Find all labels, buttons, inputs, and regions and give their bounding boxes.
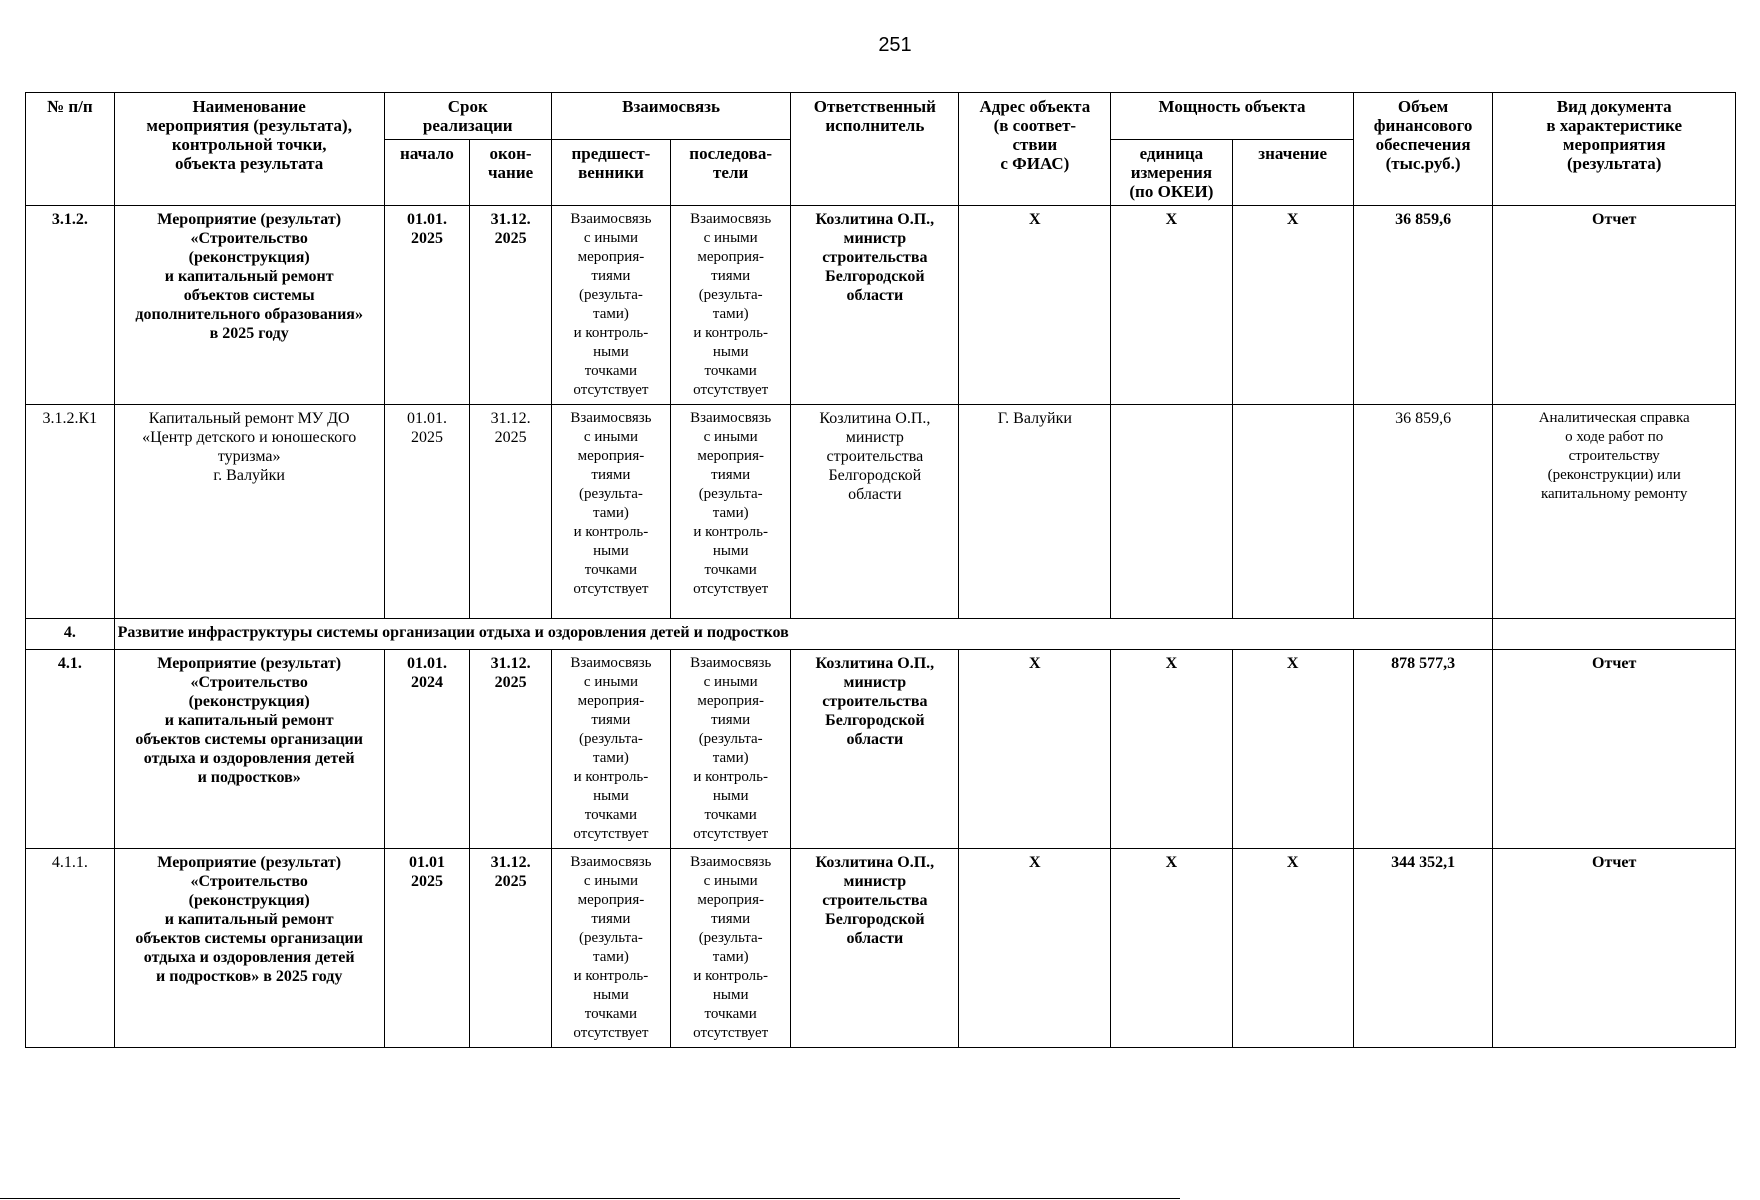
row-start: 01.01. 2025 <box>384 405 470 619</box>
section-empty-cell <box>1493 619 1736 650</box>
header-value: значение <box>1232 140 1353 206</box>
header-end: окон- чание <box>470 140 552 206</box>
row-pred: Взаимосвязь с иными мероприя- тиями (результа- тами) и контроль- ными точками отсутствует <box>551 650 670 849</box>
table-row <box>26 405 1736 619</box>
header-pred: предшест- венники <box>551 140 670 206</box>
row-num: 4.1. <box>26 650 115 849</box>
row-finance: 36 859,6 <box>1353 206 1493 405</box>
row-pred: Взаимосвязь с иными мероприя- тиями (результа- тами) и контроль- ными точками отсутствует <box>551 206 670 405</box>
row-finance: 878 577,3 <box>1353 650 1493 849</box>
page-number: 251 <box>878 34 912 56</box>
row-address: Х <box>959 650 1111 849</box>
row-responsible: Козлитина О.П., министр строительства Белгородской области <box>791 206 959 405</box>
row-succ: Взаимосвязь с иными мероприя- тиями (результа- тами) и контроль- ными точками отсутствует <box>671 650 791 849</box>
row-responsible: Козлитина О.П., министр строительства Белгородской области <box>791 405 959 619</box>
row-address: Х <box>959 849 1111 1048</box>
row-start: 01.01 2025 <box>384 849 470 1048</box>
header-address: Адрес объекта (в соответ- ствии с ФИАС) <box>959 93 1111 206</box>
section-row <box>26 619 1736 650</box>
row-doc: Отчет <box>1493 849 1736 1048</box>
section-num: 4. <box>26 619 115 650</box>
row-value <box>1232 405 1353 619</box>
header-responsible: Ответственный исполнитель <box>791 93 959 206</box>
header-row-1 <box>26 93 1736 140</box>
row-num: 3.1.2.К1 <box>26 405 115 619</box>
row-value: Х <box>1232 849 1353 1048</box>
row-responsible: Козлитина О.П., министр строительства Белгородской области <box>791 650 959 849</box>
row-end: 31.12. 2025 <box>470 206 552 405</box>
row-pred: Взаимосвязь с иными мероприя- тиями (результа- тами) и контроль- ными точками отсутствует <box>551 405 670 619</box>
header-power: Мощность объекта <box>1111 93 1354 140</box>
row-end: 31.12. 2025 <box>470 650 552 849</box>
row-finance: 36 859,6 <box>1353 405 1493 619</box>
row-unit <box>1111 405 1232 619</box>
row-num: 3.1.2. <box>26 206 115 405</box>
row-responsible: Козлитина О.П., министр строительства Белгородской области <box>791 849 959 1048</box>
table-row <box>26 650 1736 849</box>
row-unit: Х <box>1111 650 1232 849</box>
row-value: Х <box>1232 206 1353 405</box>
footer-rule <box>0 1198 1180 1199</box>
row-name: Мероприятие (результат) «Строительство (реконструкция) и капитальный ремонт объектов системы организации отдыха и оздоровления детей и подростков» в 2025 году <box>114 849 384 1048</box>
row-start: 01.01. 2024 <box>384 650 470 849</box>
row-name: Мероприятие (результат) «Строительство (реконструкция) и капитальный ремонт объектов системы организации отдыха и оздоровления детей и подростков» <box>114 650 384 849</box>
row-unit: Х <box>1111 849 1232 1048</box>
header-link: Взаимосвязь <box>551 93 790 140</box>
table-row <box>26 849 1736 1048</box>
row-start: 01.01. 2025 <box>384 206 470 405</box>
row-name: Мероприятие (результат) «Строительство (реконструкция) и капитальный ремонт объектов системы дополнительного образования» в 2025 году <box>114 206 384 405</box>
header-name: Наименование мероприятия (результата), контрольной точки, объекта результата <box>114 93 384 206</box>
plan-table <box>25 92 1736 1048</box>
row-name: Капитальный ремонт МУ ДО «Центр детского и юношеского туризма» г. Валуйки <box>114 405 384 619</box>
header-doc: Вид документа в характеристике мероприятия (результата) <box>1493 93 1736 206</box>
row-address: Х <box>959 206 1111 405</box>
header-num: № п/п <box>26 93 115 206</box>
row-succ: Взаимосвязь с иными мероприя- тиями (результа- тами) и контроль- ными точками отсутствует <box>671 206 791 405</box>
row-finance: 344 352,1 <box>1353 849 1493 1048</box>
section-title: Развитие инфраструктуры системы организации отдыха и оздоровления детей и подростков <box>114 619 1493 650</box>
row-doc: Аналитическая справка о ходе работ по строительству (реконструкции) или капитальному ремонту <box>1493 405 1736 619</box>
row-pred: Взаимосвязь с иными мероприя- тиями (результа- тами) и контроль- ными точками отсутствует <box>551 849 670 1048</box>
row-end: 31.12. 2025 <box>470 405 552 619</box>
row-unit: Х <box>1111 206 1232 405</box>
row-num: 4.1.1. <box>26 849 115 1048</box>
row-address: Г. Валуйки <box>959 405 1111 619</box>
row-value: Х <box>1232 650 1353 849</box>
row-succ: Взаимосвязь с иными мероприя- тиями (результа- тами) и контроль- ными точками отсутствует <box>671 405 791 619</box>
table-row <box>26 206 1736 405</box>
header-finance: Объем финансового обеспечения (тыс.руб.) <box>1353 93 1493 206</box>
header-start: начало <box>384 140 470 206</box>
row-doc: Отчет <box>1493 650 1736 849</box>
header-term: Срок реализации <box>384 93 551 140</box>
row-doc: Отчет <box>1493 206 1736 405</box>
header-unit: единица измерения (по ОКЕИ) <box>1111 140 1232 206</box>
row-succ: Взаимосвязь с иными мероприя- тиями (результа- тами) и контроль- ными точками отсутствует <box>671 849 791 1048</box>
header-succ: последова- тели <box>671 140 791 206</box>
row-end: 31.12. 2025 <box>470 849 552 1048</box>
